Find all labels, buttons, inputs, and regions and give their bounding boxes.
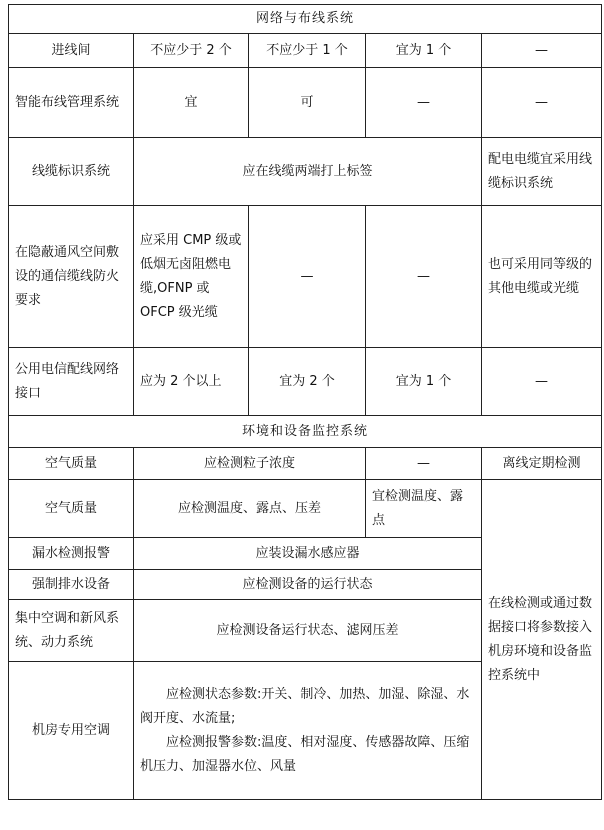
cell-value: 应为 2 个以上 xyxy=(134,348,249,416)
table-row xyxy=(9,480,602,538)
row-label: 进线间 xyxy=(9,34,134,68)
crac-alarm-params: 应检测报警参数:温度、相对湿度、传感器故障、压缩机压力、加湿器水位、风量 xyxy=(140,734,470,774)
cell-value: — xyxy=(366,68,482,138)
cell-value: 离线定期检测 xyxy=(482,448,602,480)
row-label: 智能布线管理系统 xyxy=(9,68,134,138)
cell-value: 应检测粒子浓度 xyxy=(134,448,366,480)
spec-table xyxy=(8,4,602,800)
cell-value: — xyxy=(249,206,366,348)
cell-value: 宜为 1 个 xyxy=(366,34,482,68)
cell-value: 宜为 1 个 xyxy=(366,348,482,416)
section-header-row xyxy=(9,5,602,34)
table-row xyxy=(9,138,602,206)
cell-value: — xyxy=(482,68,602,138)
table-row xyxy=(9,34,602,68)
cell-value: 也可采用同等级的其他电缆或光缆 xyxy=(482,206,602,348)
cell-value: 宜为 2 个 xyxy=(249,348,366,416)
cell-value: 不应少于 1 个 xyxy=(249,34,366,68)
section-header-row xyxy=(9,416,602,448)
row-label: 公用电信配线网络接口 xyxy=(9,348,134,416)
cell-value: 宜检测温度、露点 xyxy=(366,480,482,538)
row-label: 漏水检测报警 xyxy=(9,538,134,570)
section-title-environment: 环境和设备监控系统 xyxy=(9,416,602,448)
table-row xyxy=(9,68,602,138)
cell-value: — xyxy=(366,206,482,348)
cell-value: 应采用 CMP 级或低烟无卤阻燃电缆,OFNP 或 OFCP 级光缆 xyxy=(134,206,249,348)
row-label: 空气质量 xyxy=(9,448,134,480)
cell-value xyxy=(134,662,482,800)
cell-value: — xyxy=(482,34,602,68)
cell-value: 应检测设备运行状态、滤网压差 xyxy=(134,600,482,662)
cell-value: 宜 xyxy=(134,68,249,138)
row-label: 在隐蔽通风空间敷设的通信缆线防火要求 xyxy=(9,206,134,348)
table-row xyxy=(9,448,602,480)
cell-value: 应在线缆两端打上标签 xyxy=(134,138,482,206)
cell-value: 不应少于 2 个 xyxy=(134,34,249,68)
cell-value: 配电电缆宜采用线缆标识系统 xyxy=(482,138,602,206)
row-label: 空气质量 xyxy=(9,480,134,538)
crac-status-params: 应检测状态参数:开关、制冷、加热、加湿、除湿、水阀开度、水流量; xyxy=(140,686,470,726)
monitoring-note: 在线检测或通过数据接口将参数接入机房环境和设备监控系统中 xyxy=(482,480,602,800)
cell-value: 应装设漏水感应器 xyxy=(134,538,482,570)
row-label: 集中空调和新风系统、动力系统 xyxy=(9,600,134,662)
cell-value: 应检测温度、露点、压差 xyxy=(134,480,366,538)
row-label: 线缆标识系统 xyxy=(9,138,134,206)
cell-value: — xyxy=(366,448,482,480)
section-title-network: 网络与布线系统 xyxy=(9,5,602,34)
table-row xyxy=(9,348,602,416)
cell-value: 可 xyxy=(249,68,366,138)
row-label: 强制排水设备 xyxy=(9,570,134,600)
cell-value: — xyxy=(482,348,602,416)
table-row xyxy=(9,206,602,348)
row-label: 机房专用空调 xyxy=(9,662,134,800)
cell-value: 应检测设备的运行状态 xyxy=(134,570,482,600)
